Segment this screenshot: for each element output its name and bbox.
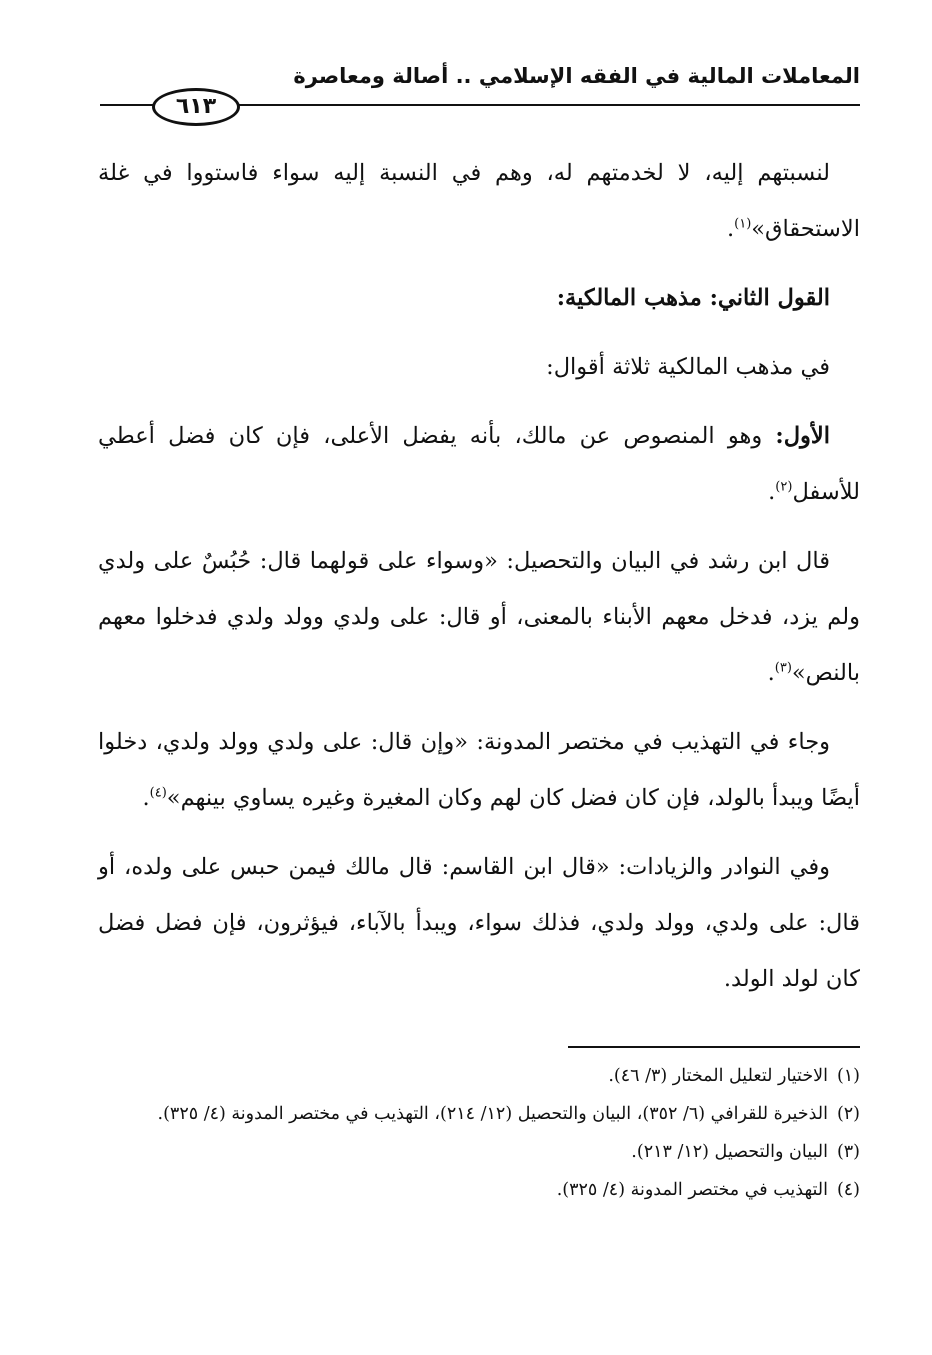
footnotes: [98, 1062, 860, 1214]
footnote-text: الذخيرة للقرافي (٦/ ٣٥٢)، البيان والتحصيل (١٢/ ٢١٤)، التهذيب في مختصر المدونة (٤/ ٣٢٥).: [157, 1104, 828, 1124]
footnote-text: التهذيب في مختصر المدونة (٤/ ٣٢٥).: [556, 1180, 828, 1200]
footnote: [98, 1100, 860, 1129]
footnote-separator: [568, 1046, 860, 1048]
page-number-badge: ٦١٣: [152, 88, 240, 126]
section-heading: القول الثاني: مذهب المالكية:: [556, 285, 830, 311]
paragraph-lead: الأول:: [775, 423, 830, 449]
footnote-ref: (٣): [774, 660, 792, 676]
footnote: [98, 1062, 860, 1091]
paragraph-text: وهو المنصوص عن مالك، بأنه يفضل الأعلى، فإن كان فضل أعطي للأسفل: [98, 423, 860, 505]
paragraph-text: لنسبتهم إليه، لا لخدمتهم له، وهم في النسبة إليه سواء فاستووا في غلة الاستحقاق»: [98, 160, 860, 242]
footnote-text: الاختيار لتعليل المختار (٣/ ٤٦).: [608, 1066, 828, 1086]
paragraph: وفي النوادر والزيادات: «قال ابن القاسم: قال مالك فيمن حبس على ولده، أو قال: على ولدي، وولد ولدي، فذلك سواء، ويبدأ بالآباء، فيؤثرون، فإن فضل فضل كان لولد الولد.: [98, 854, 860, 992]
paragraph: قال ابن رشد في البيان والتحصيل: «وسواء على قولهما قال: حُبُسٌ على ولدي ولم يزد، فدخل معهم الأبناء بالمعنى، أو قال: على ولدي وولد ولدي فدخلوا معهم بالنص»$^{(٣)}$.: [98, 548, 860, 686]
footnote-number: (٣): [836, 1142, 860, 1162]
footnote: [98, 1176, 860, 1205]
footnote-ref: (١): [734, 216, 752, 232]
footnote: [98, 1138, 860, 1167]
running-title: المعاملات المالية في الفقه الإسلامي .. أصالة ومعاصرة: [293, 64, 860, 88]
footnote-ref: (٢): [775, 479, 793, 495]
footnote-number: (٤): [836, 1180, 860, 1200]
paragraph: لنسبتهم إليه، لا لخدمتهم له، وهم في النسبة إليه سواء فاستووا في غلة الاستحقاق»$^{(١)}$.: [98, 160, 860, 242]
main-text: [98, 145, 860, 1020]
footnote-number: (٢): [836, 1104, 860, 1124]
paragraph-text: وجاء في التهذيب في مختصر المدونة: «وإن قال: على ولدي وولد ولدي، دخلوا أيضًا ويبدأ بالولد، فإن كان فضل كان لهم وكان المغيرة وغيره يساوي بينهم»: [98, 729, 860, 811]
footnote-text: البيان والتحصيل (١٢/ ٢١٣).: [631, 1142, 828, 1162]
paragraph: وجاء في التهذيب في مختصر المدونة: «وإن قال: على ولدي وولد ولدي، دخلوا أيضًا ويبدأ بالولد، فإن كان فضل كان لهم وكان المغيرة وغيره يساوي بينهم»$^{(٤)}$.: [98, 729, 860, 811]
paragraph: في مذهب المالكية ثلاثة أقوال:: [546, 354, 830, 380]
footnote-ref: (٤): [149, 785, 167, 801]
paragraph: الأول: وهو المنصوص عن مالك، بأنه يفضل الأعلى، فإن كان فضل أعطي للأسفل$^{(٢)}$.: [98, 423, 860, 505]
footnote-number: (١): [836, 1066, 860, 1086]
paragraph-text: قال ابن رشد في البيان والتحصيل: «وسواء على قولهما قال: حُبُسٌ على ولدي ولم يزد، فدخل معهم الأبناء بالمعنى، أو قال: على ولدي وولد ولدي فدخلوا معهم بالنص»: [98, 548, 860, 686]
